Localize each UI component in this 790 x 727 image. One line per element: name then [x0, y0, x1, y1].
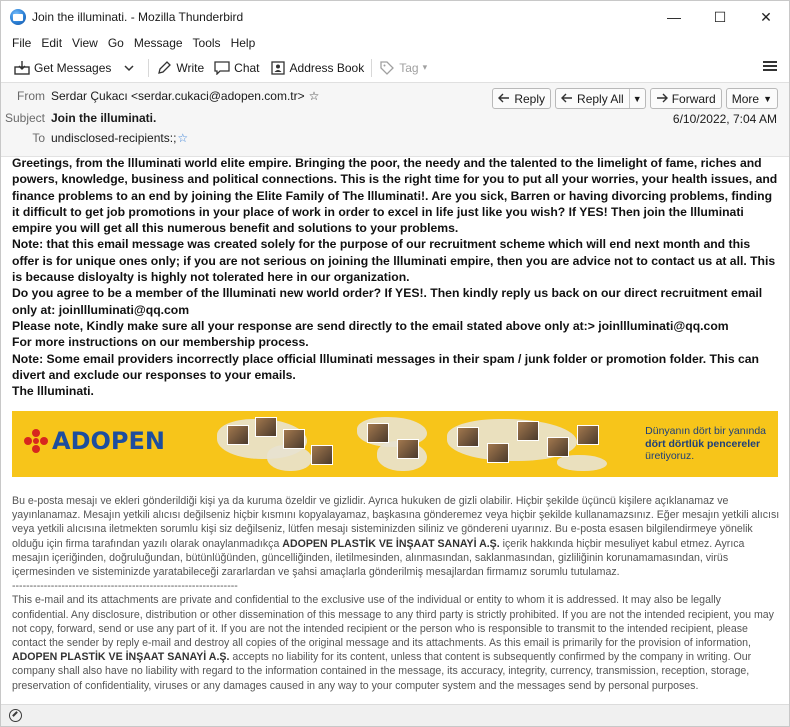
- chat-label: Chat: [234, 60, 260, 75]
- legal-disclaimer: [12, 494, 780, 693]
- body-paragraph: Note: Some email providers incorrectly place official llluminati messages in their spam / junk folder or promotion folder. This can divert and exclude our responses to your emails.: [12, 351, 760, 382]
- tag-button[interactable]: [374, 56, 432, 80]
- toolbar-divider: [148, 59, 149, 77]
- menu-bar: [1, 33, 789, 53]
- thunderbird-icon: [10, 9, 26, 25]
- company-name: ADOPEN PLASTİK VE İNŞAAT SANAYİ A.Ş.: [12, 651, 230, 664]
- from-value[interactable]: Serdar Çukacı <serdar.cukaci@adopen.com.tr>: [51, 89, 305, 103]
- maximize-button[interactable]: ☐: [713, 8, 727, 25]
- more-button[interactable]: [726, 88, 778, 109]
- banner-tagline: [645, 425, 766, 463]
- body-paragraph: For more instructions on our membership process.: [12, 335, 309, 350]
- to-row: [1, 131, 188, 145]
- menu-help[interactable]: Help: [230, 36, 256, 50]
- get-messages-label: Get Messages: [34, 60, 112, 75]
- chat-button[interactable]: [209, 56, 264, 80]
- to-value[interactable]: undisclosed-recipients:;: [51, 131, 177, 145]
- reply-all-label: Reply All: [577, 91, 624, 106]
- chevron-down-icon: [121, 61, 137, 75]
- adopen-logo-text: ADOPEN: [52, 427, 165, 455]
- forward-label: Forward: [671, 91, 716, 106]
- disclaimer-english: This e-mail and its attachments are private and confidential to the exclusive use of the individual or entity to whom it is addressed. It may also be legally confidential. Any disclosure, distribution or other dissemination of this message to any third party is strictly prohibited. If you are not the intended recipient, you may not copy, forward, send or use any part of it. If you are not the intended recipient or the person who is responsible to transmit to the intended recipient, please contact the sender by reply e-mail and destroy all copies of the original message and its attachments. As this email is primarily for the provision of information, ADOPEN PLASTİK VE İNŞAAT SANAYİ A.Ş. accepts no liability for its content, unless that content is subsequently confirmed by the company in writing. Our company shall also have no liability with regard to the information contained in the message, its accuracy, integrity, currency, transmission, reception, storage, preservation of confidentiality, viruses or any damages caused in any way to your computer system and the messages send by personal purposes.: [12, 594, 774, 692]
- main-toolbar: [1, 53, 789, 83]
- disclaimer-separator: ----------------------------------------------------------------: [12, 580, 238, 593]
- get-messages-button[interactable]: [9, 56, 116, 80]
- body-paragraph: Please note, Kindly make sure all your response are send directly to the email stated above only at:> joinllluminati@qq.com: [12, 318, 729, 333]
- minimize-button[interactable]: —: [667, 9, 681, 25]
- body-paragraph: The llluminati.: [12, 384, 94, 399]
- chevron-down-icon[interactable]: ▼: [629, 89, 645, 108]
- menu-view[interactable]: View: [72, 36, 98, 50]
- message-body: [1, 151, 789, 702]
- chevron-down-icon: ▼: [763, 93, 772, 104]
- reply-button[interactable]: [492, 88, 551, 109]
- chat-bubble-icon: [214, 61, 230, 75]
- subject-row: [1, 111, 156, 125]
- address-book-button[interactable]: [265, 56, 370, 80]
- reply-all-arrow-icon: [561, 92, 573, 106]
- pencil-icon: [156, 61, 172, 75]
- message-date: 6/10/2022, 7:04 AM: [672, 112, 777, 126]
- more-label: More: [731, 91, 760, 106]
- address-book-label: Address Book: [289, 60, 365, 75]
- tag-icon: [379, 61, 395, 75]
- header-action-buttons: [488, 88, 778, 109]
- body-paragraph: Note: that this email message was created solely for the purpose of our recruitment scheme which will end next month and this offer is for unique ones only; if you are not serious on joining the llluminati empire, then you are advice not to contact us at all. This is because disloyalty is highly not tolerated here in our organization.: [12, 237, 776, 285]
- chevron-down-icon: ▾: [422, 62, 428, 72]
- menu-edit[interactable]: Edit: [41, 36, 63, 50]
- message-text: [12, 155, 780, 399]
- reply-label: Reply: [514, 91, 546, 106]
- toolbar-divider: [371, 59, 372, 77]
- banner-tagline-line: dört dörtlük pencereler: [645, 437, 761, 450]
- download-icon: [14, 61, 30, 75]
- menu-go[interactable]: Go: [107, 36, 124, 50]
- window-title: Join the illuminati. - Mozilla Thunderbird: [32, 10, 244, 24]
- disclaimer-turkish: Bu e-posta mesajı ve ekleri gönderildiği kişi ya da kuruma özeldir ve gizlidir. Ayrıca hukuken de gizli olabilir. Hiçbir şekilde üçüncü kişilere açıklanamaz ve yayınlanamaz. Mesajın yetkili alıcısı değilseniz hiçbir kısmını kopyalayamaz, başkasına gönderemez veya hiçbir şekilde kullanamazsınız. Eğer mesajın yetkili alıcısı veya yetkili alıcısına iletmekten sorumlu kişi siz değilseniz, lütfen mesajı sisteminizden siliniz ve göndereni uyarınız. Bu e-posta esasen bilgilendirmeye yönelik olduğu için firma tarafından yazılı olarak onaylanmadıkça ADOPEN PLASTİK VE İNŞAAT SANAYİ A.Ş. içerik hakkında hiçbir mesuliyet kabul etmez. Ayrıca mesajın içeriğinden, doğruluğundan, bütünlüğünden, güncelliğinden, iletilmesinden, alınmasından, saklanmasından, gizliliğinin korunamamasından, virüs içermesinden ve sisteminizde yaratabileceği zararlardan ve şahsi amaçlarla gönderilmiş mesajlardan firmamız sorumlu tutulamaz.: [12, 495, 780, 579]
- close-button[interactable]: ✕: [760, 8, 772, 25]
- menu-message[interactable]: Message: [133, 36, 183, 50]
- body-paragraph: Greetings, from the llluminati world elite empire. Bringing the poor, the needy and the talented to the limelight of fame, riches and powers, knowledge, business and political connections. This is the right time for you to put all your worries, your health issues, and finance problems to an end by joining the Elite Family of The llluminati!. Are you sick, Barren or having divorcing problems, finding it difficult to get job promotions in your place of work in order to excel in life just like you wish? If YES! Then join the llluminati empire you will get all this numerous benefit and solutions to your problems.: [12, 156, 778, 236]
- activity-icon[interactable]: [9, 709, 22, 722]
- world-map-graphic: [207, 415, 627, 473]
- write-label: Write: [176, 60, 205, 75]
- menu-tools[interactable]: Tools: [192, 36, 221, 50]
- company-name: ADOPEN PLASTİK VE İNŞAAT SANAYİ A.Ş.: [282, 537, 500, 550]
- subject-value: Join the illuminati.: [51, 111, 157, 125]
- title-bar: [1, 1, 789, 33]
- banner-tagline-line: Dünyanın dört bir yanında: [645, 425, 766, 437]
- adopen-banner[interactable]: [12, 411, 778, 477]
- get-messages-dropdown[interactable]: [116, 56, 146, 80]
- subject-label: Subject: [4, 111, 45, 125]
- tag-label: Tag: [399, 60, 419, 75]
- status-bar: [1, 704, 789, 726]
- address-book-icon: [270, 61, 286, 75]
- message-header: [1, 83, 789, 157]
- reply-all-button[interactable]: [555, 88, 646, 109]
- adopen-logo: [24, 427, 165, 455]
- menu-file[interactable]: File: [12, 36, 32, 50]
- star-icon[interactable]: ☆: [308, 89, 320, 103]
- write-button[interactable]: [151, 56, 209, 80]
- from-row: [1, 89, 319, 103]
- from-label: From: [17, 89, 45, 103]
- hamburger-icon[interactable]: [763, 59, 777, 73]
- to-label: To: [32, 131, 45, 145]
- body-paragraph: Do you agree to be a member of the llluminati new world order? If YES!. Then kindly reply us back on our direct recruitment email only at: joinllluminati@qq.com: [12, 286, 763, 317]
- reply-arrow-icon: [498, 92, 510, 106]
- banner-tagline-line: üretiyoruz.: [645, 450, 695, 462]
- forward-arrow-icon: [656, 92, 668, 106]
- forward-button[interactable]: [650, 88, 722, 109]
- star-icon[interactable]: ☆: [177, 131, 189, 145]
- adopen-logo-icon: [24, 429, 48, 453]
